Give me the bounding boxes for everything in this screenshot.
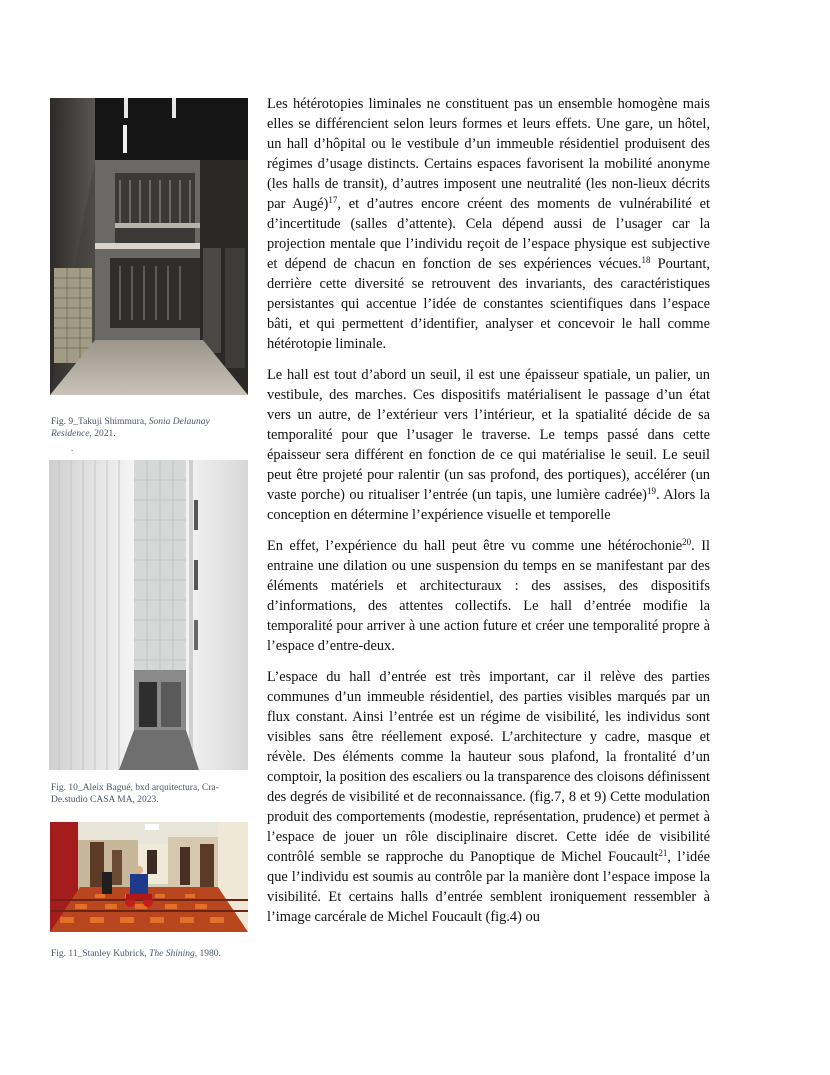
figure-11-tail: , 1980.: [194, 949, 221, 959]
figure-10-number: Fig. 10: [51, 783, 78, 793]
figure-10-caption: [51, 782, 251, 806]
figure-11-caption: [51, 948, 251, 960]
figure-11-number: Fig. 11: [51, 949, 78, 959]
figure-9-photo: [50, 98, 248, 395]
figure-9-title: Sonia Delaunay Residence: [51, 417, 210, 439]
figure-9-author: _Takuji Shimmura,: [73, 417, 149, 427]
paragraph-1-part-1: Les hétérotopies liminales ne constituent pas un ensemble homogène mais elles se différencient selon leurs formes et leurs effets. Une gare, un hôtel, un hall d’hôpital ou le vestibule d’un immeuble résidentiel produisent des régimes d’usage distincts. Certains espaces favorisent la mobilité anonyme (les halls de transit), d’autres imposent une neutralité (les non-lieux décrits par Augé): [267, 96, 710, 212]
figure-11-title: The Shining: [149, 949, 195, 959]
paragraph-3: [267, 536, 710, 656]
figure-9-caption: [51, 416, 251, 440]
footnote-ref-20[interactable]: 20: [682, 537, 692, 547]
figure-9-number: Fig. 9: [51, 417, 74, 427]
paragraph-3-part-2: . Il entraine une dilation ou une suspension du temps en se manifestant par des éléments matériels et architecturaux : des assises, des dispositifs d’informations, des attentes collectifs. Le hall d’entrée modifie la temporalité pour arriver à une action future et créer une temporalité propre à l’espace d’entre-deux.: [267, 538, 710, 654]
paragraph-1-part-2: , et d’autres encore créent des moments de vulnérabilité et d’incertitude (salles d’attente). Cela dépend aussi de l’usager car la projection mentale que l’individu reçoit de l’espace physique est subjective et dépend de chacun en fonction de ses expériences vécues.: [267, 196, 711, 272]
figure-10-author: _Aleix Bagué, bxd arquitectura, Cra-De.studio CASA MA, 2023.: [51, 783, 219, 805]
stray-mark: .: [71, 443, 74, 453]
paragraph-2: [267, 365, 710, 525]
footnote-ref-17[interactable]: 17: [328, 195, 338, 205]
paragraph-4-part-2: , l’idée que l’individu est soumis au contrôle par la manière dont l’espace impose la visibilité. Et certains halls d’entrée semblent ironiquement ressembler à l’image carcérale de Michel Foucault (fig.4) ou: [267, 849, 710, 925]
figure-11-photo: [50, 822, 248, 932]
paragraph-2-part-2: . Alors la conception en détermine l’expérience visuelle et temporelle: [267, 487, 710, 523]
paragraph-1-part-3: Pourtant, derrière cette diversité se retrouvent des invariants, des caractéristiques persistantes qui accentue l’idée de constantes scientifiques dans l’espace bâti, et qui permettent d’identifier, analyser et concevoir le hall comme hétérotopie liminale.: [267, 256, 710, 352]
figure-10-photo: [49, 460, 248, 770]
figure-11-author: _Stanley Kubrick,: [77, 949, 150, 959]
body-text: [267, 94, 710, 938]
paragraph-2-part-1: Le hall est tout d’abord un seuil, il est une épaisseur spatiale, un palier, un vestibule, des marches. Ces dispositifs matérialisent le passage d’un état vers un autre, de l’extérieur vers l’intérieur, et la spatialité décide de sa temporalité pour que l’usager le traverse. Le temps passé dans cette épaisseur sera différent en fonction de ce qui matérialise le seuil. Le seuil peut être projeté pour ralentir (un sas profond, des portiques), accélérer (un vaste porche) ou ritualiser l’entrée (un tapis, une lumière cadrée): [267, 367, 710, 503]
paragraph-3-part-1: En effet, l’expérience du hall peut être vu comme une hétérochonie: [267, 538, 683, 554]
paragraph-4: [267, 667, 710, 927]
paragraph-1: [267, 94, 710, 354]
footnote-ref-18[interactable]: 18: [641, 255, 651, 265]
paragraph-4-part-1: L’espace du hall d’entrée est très important, car il relève des parties communes d’un immeuble résidentiel, des parties visibles marqués par un flux constant. Ainsi l’entrée est un régime de visibilité, les individus sont visibles sans être réellement exposé. L’architecture y cadre, masque et révèle. Des éléments comme la hauteur sous plafond, la frontalité d’un comptoir, la position des escaliers ou la transparence des cloisons définissent des degrés de visibilité et de reconnaissance. (fig.7, 8 et 9) Cette modulation produit des comportements (modestie, représentation, prudence) et permet à l’espace de jouer un rôle disciplinaire discret. Cette idée de visibilité contrôlé semble se rapproche du Panoptique de Michel Foucault: [267, 669, 710, 865]
footnote-ref-19[interactable]: 19: [646, 486, 656, 496]
footnote-ref-21[interactable]: 21: [658, 848, 668, 858]
figure-9-tail: , 2021.: [89, 429, 116, 439]
